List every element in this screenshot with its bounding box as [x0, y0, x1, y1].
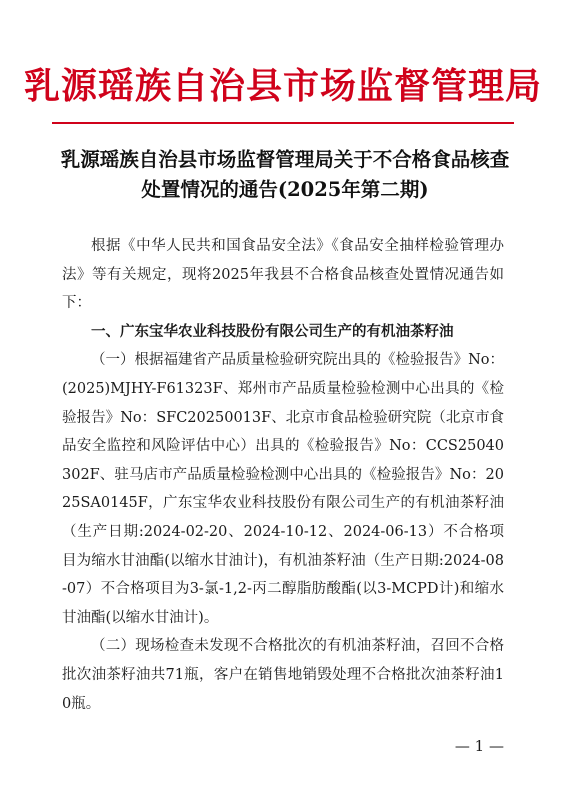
page-number-footer — [0, 737, 566, 755]
section-1-paragraph-2: （二）现场检查未发现不合格批次的有机油茶籽油，召回不合格批次油茶籽油共71瓶，客户在销售地销毁处理不合格批次油茶籽油10瓶。 — [62, 638, 504, 712]
masthead-title: 乳源瑶族自治县市场监督管理局 — [23, 65, 542, 107]
notice-body — [62, 232, 504, 718]
masthead-red-rule — [52, 122, 514, 124]
intro-paragraph: 根据《中华人民共和国食品安全法》《食品安全抽样检验管理办法》等有关规定，现将2025年我县不合格食品核查处置情况通告如下： — [62, 238, 504, 312]
page-number: — 1 — — [454, 737, 504, 755]
section-1-paragraph-1: （一）根据福建省产品质量检验研究院出具的《检验报告》No：(2025)MJHY-F61323F、郑州市产品质量检验检测中心出具的《检验报告》No：SFC20250013F、北京市食品检验研究院（北京市食品安全监控和风险评估中心）出具的《检验报告》No：CCS25040302F、驻马店市产品质量检验检测中心出具的《检验报告》No：2025SA0145F，广东宝华农业科技股份有限公司生产的有机油茶籽油（生产日期:2024-02-20、2024-10-12、2024-06-13）不合格项目为缩水甘油酯(以缩水甘油计)，有机油茶籽油（生产日期:2024-08-07）不合格项目为3-氯-1,2-丙二醇脂肪酸酯(以3-MCPD计)和缩水甘油酯(以缩水甘油计)。 — [62, 352, 504, 626]
section-1-heading: 一、广东宝华农业科技股份有限公司生产的有机油茶籽油 — [91, 323, 454, 340]
notice-title: 乳源瑶族自治县市场监督管理局关于不合格食品核查处置情况的通告(2025年第二期) — [60, 148, 510, 201]
